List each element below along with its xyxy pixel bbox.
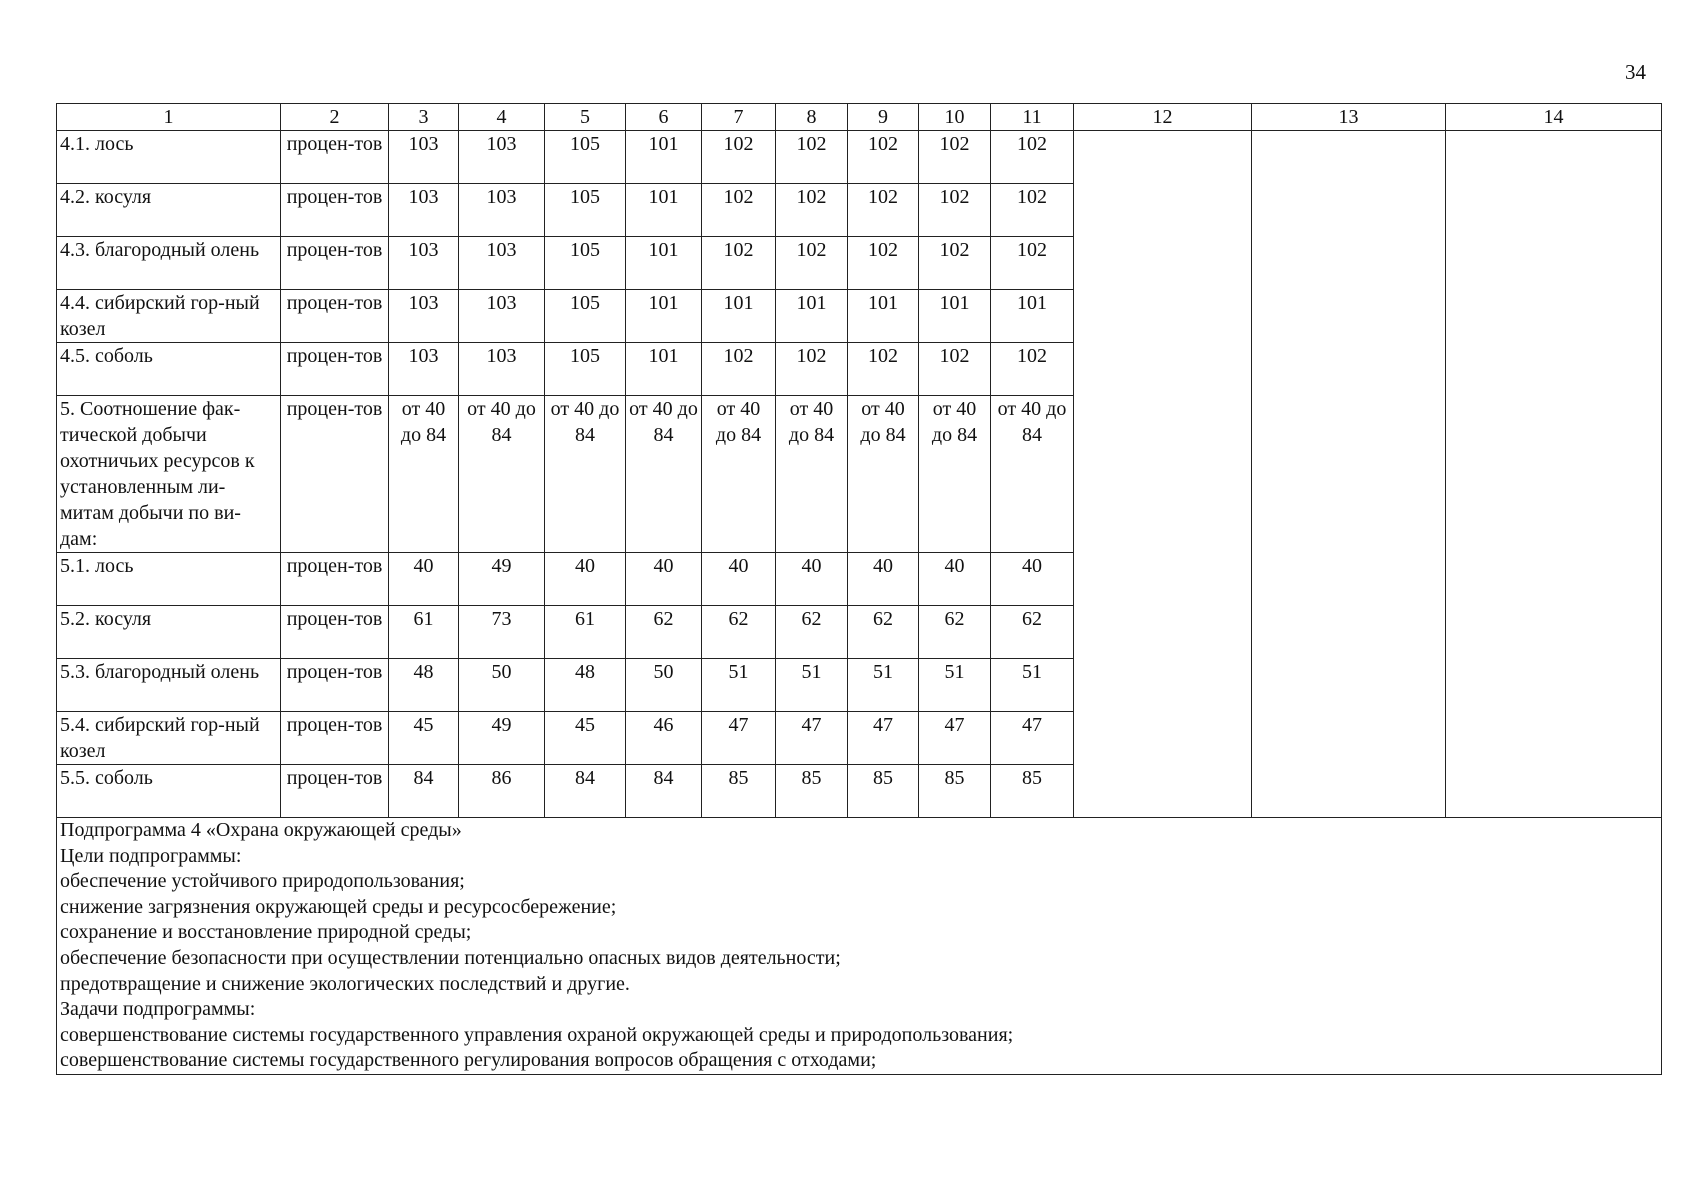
indicator-name: 5.5. соболь (57, 765, 281, 818)
value-cell: 49 (459, 553, 545, 606)
column-header: 14 (1446, 104, 1662, 131)
table-body (57, 131, 1662, 1075)
value-cell: от 40 до 84 (776, 396, 848, 553)
value-cell: 47 (702, 712, 776, 765)
unit-cell: процен-тов (281, 553, 389, 606)
note-line: совершенствование системы государственного управления охраной окружающей среды и природопользования; (60, 1023, 1014, 1046)
value-cell: 102 (991, 237, 1074, 290)
value-cell: 102 (991, 184, 1074, 237)
value-cell: 101 (626, 131, 702, 184)
value-cell: от 40 до 84 (459, 396, 545, 553)
value-cell: 102 (776, 184, 848, 237)
value-cell: от 40 до 84 (919, 396, 991, 553)
value-cell: 102 (702, 237, 776, 290)
value-cell: 103 (459, 237, 545, 290)
column-header: 2 (281, 104, 389, 131)
note-line: снижение загрязнения окружающей среды и ресурсосбережение; (60, 895, 617, 918)
value-cell: от 40 до 84 (702, 396, 776, 553)
header-row (57, 104, 1662, 131)
empty-column-cell (1446, 131, 1662, 818)
value-cell: 40 (991, 553, 1074, 606)
value-cell: 102 (919, 237, 991, 290)
value-cell: 51 (991, 659, 1074, 712)
value-cell: 62 (848, 606, 919, 659)
value-cell: 101 (626, 184, 702, 237)
value-cell: 51 (776, 659, 848, 712)
indicator-name: 5.2. косуля (57, 606, 281, 659)
value-cell: 102 (991, 131, 1074, 184)
unit-cell: процен-тов (281, 131, 389, 184)
value-cell: 50 (626, 659, 702, 712)
value-cell: 40 (919, 553, 991, 606)
value-cell: 62 (776, 606, 848, 659)
note-line: Задачи подпрограммы: (60, 998, 256, 1021)
value-cell: 103 (389, 131, 459, 184)
unit-cell: процен-тов (281, 396, 389, 553)
value-cell: 86 (459, 765, 545, 818)
subprogram-note (57, 818, 1662, 1075)
value-cell: 103 (459, 290, 545, 343)
value-cell: 101 (626, 290, 702, 343)
value-cell: 102 (919, 131, 991, 184)
value-cell: 103 (459, 343, 545, 396)
value-cell: 62 (919, 606, 991, 659)
value-cell: 102 (919, 343, 991, 396)
column-header: 6 (626, 104, 702, 131)
indicator-name: 4.1. лось (57, 131, 281, 184)
value-cell: 101 (848, 290, 919, 343)
value-cell: 40 (389, 553, 459, 606)
value-cell: 51 (919, 659, 991, 712)
value-cell: 85 (848, 765, 919, 818)
value-cell: 101 (919, 290, 991, 343)
indicator-name: 5. Соотношение фак-тической добычи охотничьих ресурсов к установленным ли-митам добычи по ви-дам: (57, 396, 281, 553)
unit-cell: процен-тов (281, 765, 389, 818)
value-cell: 102 (702, 131, 776, 184)
value-cell: 102 (991, 343, 1074, 396)
value-cell: 102 (702, 184, 776, 237)
value-cell: 45 (545, 712, 626, 765)
indicator-name: 5.4. сибирский гор-ный козел (57, 712, 281, 765)
value-cell: 40 (702, 553, 776, 606)
value-cell: 101 (702, 290, 776, 343)
value-cell: 47 (919, 712, 991, 765)
column-header: 11 (991, 104, 1074, 131)
value-cell: 47 (776, 712, 848, 765)
subprogram-note-row (57, 818, 1662, 1075)
value-cell: 45 (389, 712, 459, 765)
indicator-name: 4.5. соболь (57, 343, 281, 396)
empty-column-cell (1074, 131, 1252, 818)
value-cell: 85 (702, 765, 776, 818)
value-cell: 105 (545, 184, 626, 237)
indicator-name: 4.2. косуля (57, 184, 281, 237)
value-cell: 102 (919, 184, 991, 237)
value-cell: 102 (776, 131, 848, 184)
value-cell: от 40 до 84 (545, 396, 626, 553)
table-row (57, 131, 1662, 184)
indicator-name: 5.1. лось (57, 553, 281, 606)
value-cell: 103 (389, 343, 459, 396)
indicator-name: 5.3. благородный олень (57, 659, 281, 712)
unit-cell: процен-тов (281, 184, 389, 237)
value-cell: 85 (991, 765, 1074, 818)
column-header: 1 (57, 104, 281, 131)
value-cell: 48 (545, 659, 626, 712)
value-cell: 50 (459, 659, 545, 712)
value-cell: 103 (389, 184, 459, 237)
note-line: обеспечение безопасности при осуществлении потенциально опасных видов деятельности; (60, 946, 841, 969)
value-cell: 105 (545, 131, 626, 184)
value-cell: 61 (545, 606, 626, 659)
value-cell: 102 (702, 343, 776, 396)
value-cell: 40 (626, 553, 702, 606)
note-line: Цели подпрограммы: (60, 844, 242, 867)
value-cell: от 40 до 84 (848, 396, 919, 553)
column-header: 4 (459, 104, 545, 131)
empty-column-cell (1252, 131, 1446, 818)
value-cell: 105 (545, 237, 626, 290)
value-cell: 101 (776, 290, 848, 343)
value-cell: 85 (919, 765, 991, 818)
unit-cell: процен-тов (281, 343, 389, 396)
unit-cell: процен-тов (281, 290, 389, 343)
value-cell: 103 (459, 131, 545, 184)
note-line: совершенствование системы государственного регулирования вопросов обращения с отходами; (60, 1049, 877, 1072)
indicator-name: 4.3. благородный олень (57, 237, 281, 290)
value-cell: 40 (776, 553, 848, 606)
value-cell: 101 (626, 237, 702, 290)
value-cell: 105 (545, 343, 626, 396)
value-cell: от 40 до 84 (991, 396, 1074, 553)
value-cell: 49 (459, 712, 545, 765)
value-cell: 47 (991, 712, 1074, 765)
value-cell: 103 (389, 290, 459, 343)
note-line: сохранение и восстановление природной среды; (60, 921, 472, 944)
column-header: 3 (389, 104, 459, 131)
note-line: обеспечение устойчивого природопользования; (60, 870, 465, 893)
value-cell: 62 (626, 606, 702, 659)
value-cell: 46 (626, 712, 702, 765)
value-cell: 62 (702, 606, 776, 659)
value-cell: 51 (848, 659, 919, 712)
value-cell: 73 (459, 606, 545, 659)
value-cell: 85 (776, 765, 848, 818)
note-line: Подпрограмма 4 «Охрана окружающей среды» (60, 819, 462, 841)
value-cell: от 40 до 84 (389, 396, 459, 553)
column-header: 5 (545, 104, 626, 131)
value-cell: 61 (389, 606, 459, 659)
value-cell: 48 (389, 659, 459, 712)
value-cell: 47 (848, 712, 919, 765)
page-number: 34 (1625, 60, 1646, 84)
value-cell: 102 (848, 131, 919, 184)
unit-cell: процен-тов (281, 237, 389, 290)
value-cell: 103 (389, 237, 459, 290)
value-cell: от 40 до 84 (626, 396, 702, 553)
column-header: 10 (919, 104, 991, 131)
indicators-table (56, 103, 1662, 1075)
value-cell: 102 (848, 237, 919, 290)
column-header: 7 (702, 104, 776, 131)
value-cell: 40 (848, 553, 919, 606)
column-header: 13 (1252, 104, 1446, 131)
value-cell: 101 (626, 343, 702, 396)
value-cell: 102 (776, 343, 848, 396)
value-cell: 101 (991, 290, 1074, 343)
column-header: 9 (848, 104, 919, 131)
unit-cell: процен-тов (281, 606, 389, 659)
unit-cell: процен-тов (281, 712, 389, 765)
value-cell: 102 (848, 184, 919, 237)
column-header: 8 (776, 104, 848, 131)
note-line: предотвращение и снижение экологических последствий и другие. (60, 972, 630, 995)
value-cell: 40 (545, 553, 626, 606)
value-cell: 51 (702, 659, 776, 712)
value-cell: 105 (545, 290, 626, 343)
value-cell: 84 (545, 765, 626, 818)
value-cell: 84 (389, 765, 459, 818)
unit-cell: процен-тов (281, 659, 389, 712)
column-header: 12 (1074, 104, 1252, 131)
value-cell: 102 (776, 237, 848, 290)
value-cell: 62 (991, 606, 1074, 659)
indicator-name: 4.4. сибирский гор-ный козел (57, 290, 281, 343)
value-cell: 103 (459, 184, 545, 237)
value-cell: 84 (626, 765, 702, 818)
value-cell: 102 (848, 343, 919, 396)
